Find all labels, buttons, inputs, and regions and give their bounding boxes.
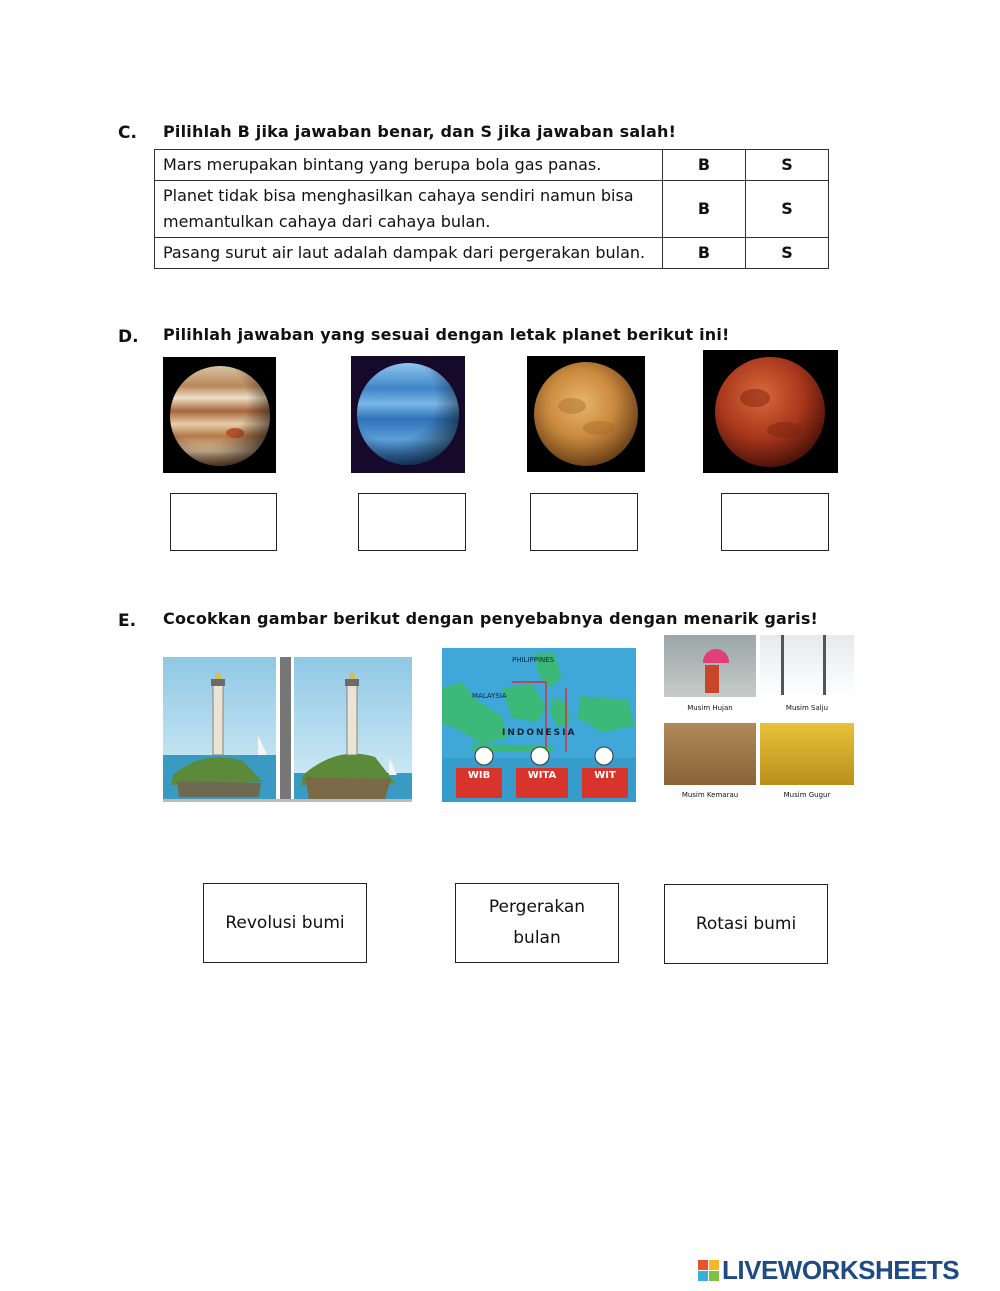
seasons-image	[663, 635, 854, 802]
choice-revolusi-bumi[interactable]: Revolusi bumi	[203, 883, 367, 963]
table-row	[155, 238, 829, 269]
season-label-snow: Musim Salju	[785, 704, 829, 712]
time-zone-map-image	[442, 648, 636, 802]
section-e-title: Cocokkan gambar berikut dengan penyebabnya dengan menarik garis!	[163, 609, 819, 628]
logo-blocks-icon	[698, 1260, 719, 1281]
lighthouse-tide-image	[163, 657, 412, 802]
section-c-title: Pilihlah B jika jawaban benar, dan S jika jawaban salah!	[163, 122, 677, 141]
option-s-2[interactable]: S	[746, 181, 829, 238]
option-s-3[interactable]: S	[746, 238, 829, 269]
choice-rotasi-bumi[interactable]: Rotasi bumi	[664, 884, 828, 964]
answer-box-1[interactable]	[170, 493, 277, 551]
choice-pergerakan-bulan[interactable]: Pergerakan bulan	[455, 883, 619, 963]
answer-box-4[interactable]	[721, 493, 829, 551]
section-d-letter: D.	[118, 327, 139, 347]
season-label-autumn: Musim Gugur	[783, 791, 831, 799]
section-e-letter: E.	[118, 611, 137, 631]
venus-image	[527, 356, 645, 472]
season-label-dry: Musim Kemarau	[681, 791, 739, 799]
map-country-label: INDONESIA	[502, 728, 577, 738]
neptune-image	[351, 356, 465, 473]
section-d-title: Pilihlah jawaban yang sesuai dengan letak planet berikut ini!	[163, 325, 730, 344]
mars-image	[703, 350, 838, 473]
true-false-table	[154, 149, 829, 269]
season-label-rain: Musim Hujan	[687, 704, 733, 712]
liveworksheets-logo	[698, 1255, 959, 1286]
statement-3: Pasang surut air laut adalah dampak dari pergerakan bulan.	[155, 238, 663, 269]
answer-box-2[interactable]	[358, 493, 466, 551]
wib-label: WIB	[467, 770, 491, 781]
statement-1: Mars merupakan bintang yang berupa bola gas panas.	[155, 150, 663, 181]
brand-text: LIVEWORKSHEETS	[722, 1255, 960, 1285]
option-s-1[interactable]: S	[746, 150, 829, 181]
table-row	[155, 181, 829, 238]
wita-label: WITA	[527, 770, 557, 781]
map-philippines-label: PHILIPPINES	[512, 656, 555, 664]
answer-box-3[interactable]	[530, 493, 638, 551]
option-b-2[interactable]: B	[663, 181, 746, 238]
statement-2: Planet tidak bisa menghasilkan cahaya sendiri namun bisa memantulkan cahaya dari cahaya bulan.	[155, 181, 663, 238]
map-malaysia-label: MALAYSIA	[472, 692, 507, 700]
option-b-1[interactable]: B	[663, 150, 746, 181]
wit-label: WIT	[594, 770, 616, 781]
jupiter-image	[163, 357, 276, 473]
section-c-letter: C.	[118, 123, 137, 143]
table-row	[155, 150, 829, 181]
option-b-3[interactable]: B	[663, 238, 746, 269]
